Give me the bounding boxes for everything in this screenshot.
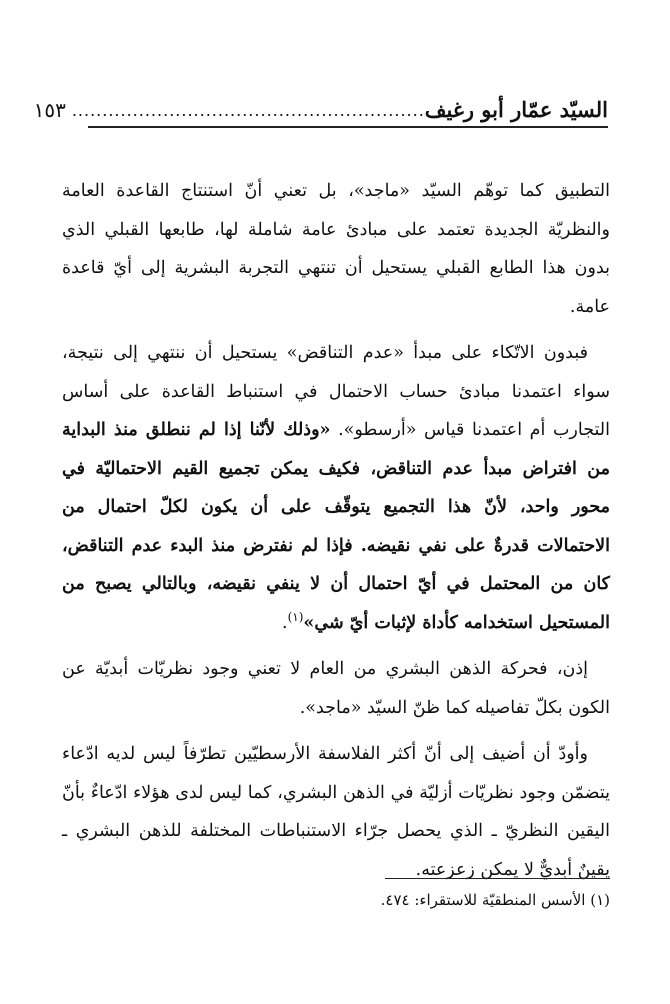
- header-leader-dots: ..........................................................: [71, 101, 425, 120]
- paragraph-2-quotation: «وذلك لأنّنا إذا لم ننطلق منذ البداية من افتراض مبدأ عدم التناقض، فكيف يمكن تجميع القيم الاحتماليّة في محور واحد، لأنّ هذا التجميع يتوقّف على أن يكون لكلّ احتمال من الاحتمالات قدرةٌ على نفي نقيضه. فإذا لم نفترض منذ البدء عدم التناقض، كان من المحتمل في أيّ احتمال أن لا ينفي نقيضه، وبالتالي يصبح من المستحيل استخدامه كأداة لإثبات أيّ شي»: [62, 420, 610, 633]
- footnote-separator: [385, 878, 610, 879]
- main-text: [62, 172, 610, 897]
- page-number: ١٥٣: [33, 98, 66, 122]
- paragraph-2: [62, 334, 610, 642]
- paragraph-2-end: .: [282, 612, 288, 633]
- running-header: [33, 86, 608, 128]
- paragraph-3: إذن، فحركة الذهن البشري من العام لا تعني وجود نظريّات أبديّة عن الكون بكلّ تفاصيله كما ظنّ السيّد «ماجد».: [62, 659, 610, 718]
- paragraph-4: وأودّ أن أضيف إلى أنّ أكثر الفلاسفة الأرسطيّين تطرّفاً ليس لديه ادّعاء يتضمّن وجود نظريّات أزليّة في الذهن البشري، كما ليس لدى هؤلاء ادّعاءٌ بأنّ اليقين النظريّ ـ الذي يحصل جرّاء الاستنباطات المختلفة للذهن البشري ـ يقينٌ أبديٌّ لا يمكن زعزعته.: [62, 744, 610, 880]
- paragraph-1: التطبيق كما توهّم السيّد «ماجد»، بل تعني أنّ استنتاج القاعدة العامة والنظريّة الجديدة تعتمد على مبادئ عامة شاملة لها، طابعها القبلي الذي بدون هذا الطابع القبلي يستحيل أن تنتهي التجربة البشرية إلى أيّ قاعدة عامة.: [62, 181, 610, 317]
- footnote-1: (١) الأسس المنطقيّة للاستقراء: ٤٧٤.: [380, 891, 610, 909]
- running-head-title: السيّد عمّار أبو رغيف: [424, 97, 608, 122]
- paragraph-2-plain-text: فبدون الاتّكاء على مبدأ «عدم التناقض» يستحيل أن ننتهي إلى نتيجة، سواء اعتمدنا مبادئ حساب الاحتمال في استنباط القاعدة على أساس التجارب أم اعتمدنا قياس «أرسطو».: [62, 343, 610, 440]
- footnote-reference: (١): [287, 609, 304, 624]
